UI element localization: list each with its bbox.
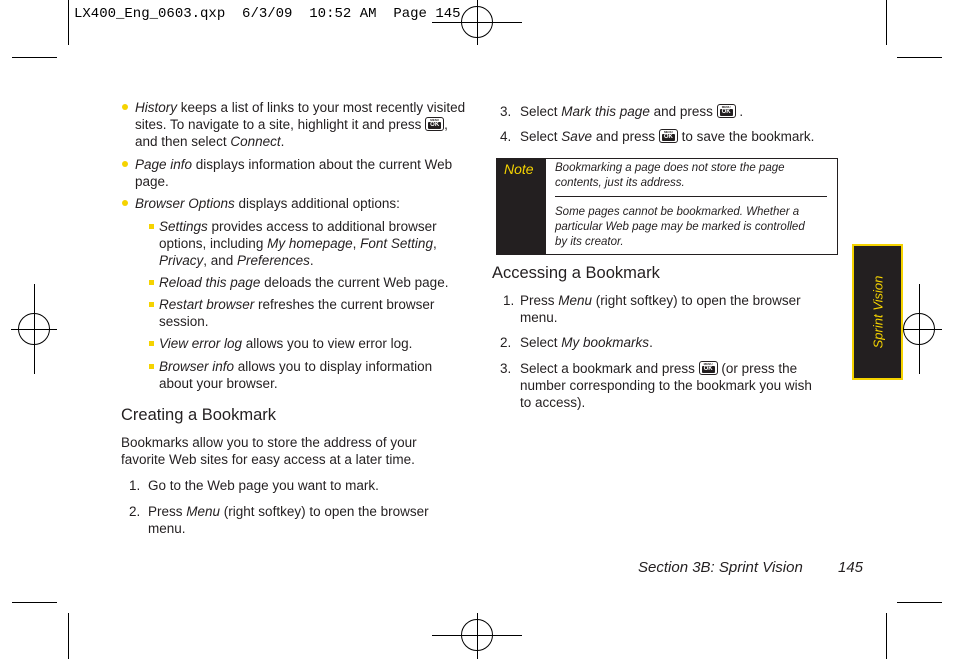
text: Some pages cannot be bookmarked. Whether a (555, 206, 800, 218)
text: Select (520, 335, 562, 350)
text: to access). (520, 395, 586, 410)
text: , (444, 117, 448, 132)
sub-item-browser-info (159, 358, 469, 392)
accessing-heading: Accessing a Bookmark (492, 264, 660, 282)
step-number: 1. (503, 293, 515, 308)
crop-mark (886, 613, 887, 659)
text: options, including (159, 236, 268, 251)
text: sites. To navigate to a site, highlight it and press (135, 117, 426, 132)
text: allows you to view error log. (242, 336, 413, 351)
creating-heading: Creating a Bookmark (121, 406, 276, 424)
text: deloads the current Web page. (260, 275, 449, 290)
bullet-icon (122, 161, 128, 167)
registration-mark-icon (461, 6, 493, 38)
crop-mark (897, 602, 942, 603)
term: Restart browser (159, 297, 255, 312)
term: History (135, 100, 178, 115)
text: keeps a list of links to your most recently visited (177, 100, 466, 115)
slug-date: 6/3/09 (242, 6, 293, 22)
text: Select (520, 129, 562, 144)
step-number: 1. (129, 478, 141, 493)
registration-mark-icon (903, 313, 935, 345)
note-divider (555, 196, 827, 197)
text: Select (520, 104, 562, 119)
note-label: Note (504, 161, 534, 177)
text: Bookmarks allow you to store the address of your (121, 435, 417, 450)
text: Bookmarking a page does not store the page (555, 162, 785, 174)
accessing-step-2 (520, 334, 840, 351)
menu-ok-key-icon: MENU OK (659, 129, 678, 143)
section-tab-label: Sprint Vision (870, 275, 885, 349)
term: Privacy (159, 253, 204, 268)
text: displays additional options: (234, 196, 400, 211)
text: and press (649, 104, 717, 119)
sub-bullet-icon (149, 302, 154, 307)
registration-mark-icon (461, 619, 493, 651)
text: . (739, 104, 744, 119)
text: provides access to additional browser (207, 219, 437, 234)
term: Settings (159, 219, 208, 234)
creating-intro (121, 434, 461, 468)
sub-bullet-icon (149, 364, 154, 369)
text: displays information about the current Web (192, 157, 453, 172)
text: refreshes the current browser (254, 297, 435, 312)
step-number: 2. (129, 504, 141, 519)
text: . (649, 335, 653, 350)
registration-mark-icon (18, 313, 50, 345)
text: by its creator. (555, 236, 624, 248)
term: Menu (186, 504, 221, 519)
accessing-step-1 (520, 292, 840, 326)
crop-mark (68, 0, 69, 45)
text: to save the bookmark. (677, 129, 815, 144)
crop-mark (68, 613, 69, 659)
bullet-icon (122, 200, 128, 206)
text: and then select (135, 134, 231, 149)
step-mark-this-page (520, 103, 840, 120)
menu-ok-key-icon: MENU OK (699, 361, 718, 375)
sub-bullet-icon (149, 341, 154, 346)
footer-section: Section 3B: Sprint Vision (638, 559, 803, 576)
term: Font Setting (360, 236, 433, 251)
sub-item-reload (159, 274, 469, 291)
sub-item-error-log (159, 335, 469, 352)
term: View error log (159, 336, 243, 351)
crop-mark (897, 57, 942, 58)
slug-page-word: Page (393, 6, 427, 22)
term: Browser info (159, 359, 235, 374)
creating-step-2 (148, 503, 468, 537)
step-number: 4. (500, 129, 512, 144)
text: about your browser. (159, 376, 278, 391)
text: Press (148, 504, 187, 519)
text: Select a bookmark and press (520, 361, 699, 376)
term: My homepage (267, 236, 353, 251)
text: , and (203, 253, 238, 268)
text: Press (520, 293, 559, 308)
text: menu. (520, 310, 558, 325)
slug-line (74, 6, 461, 22)
term: My bookmarks (561, 335, 650, 350)
step-number: 3. (500, 361, 512, 376)
term: Save (561, 129, 593, 144)
text: session. (159, 314, 209, 329)
step-number: 3. (500, 104, 512, 119)
text: and press (592, 129, 659, 144)
sub-bullet-icon (149, 224, 154, 229)
crop-mark (12, 602, 57, 603)
term: Connect (230, 134, 281, 149)
text: . (280, 134, 285, 149)
step-number: 2. (500, 335, 512, 350)
sub-item-settings: Settings provides access to additional browser options, including My homepage, Font Setting, Privacy, and Preferences. (159, 219, 437, 268)
text: favorite Web sites for easy access at a later time. (121, 452, 415, 467)
menu-ok-key-icon: MENU OK (425, 117, 444, 131)
note-paragraph-2 (555, 205, 827, 250)
sub-item-restart (159, 296, 469, 330)
accessing-step-3 (520, 360, 840, 411)
list-item-history (135, 99, 475, 150)
text: menu. (148, 521, 186, 536)
slug-page-num: 145 (435, 6, 461, 22)
bullet-icon (122, 104, 128, 110)
sub-bullet-icon (149, 280, 154, 285)
note-box (496, 158, 838, 255)
term: Page info (135, 157, 193, 172)
crop-mark (886, 0, 887, 45)
text: contents, just its address. (555, 177, 685, 189)
note-paragraph-1 (555, 161, 827, 191)
text: particular Web page may be marked is controlled (555, 221, 805, 233)
text: (or press the (717, 361, 798, 376)
step-save (520, 128, 840, 145)
term: Browser Options (135, 196, 235, 211)
text: (right softkey) to open the browser (220, 504, 429, 519)
slug-time: 10:52 AM (309, 6, 377, 22)
text: page. (135, 174, 169, 189)
text: (right softkey) to open the browser (592, 293, 801, 308)
text: number corresponding to the bookmark you wish (520, 378, 812, 393)
term: Mark this page (561, 104, 650, 119)
list-item-browser-options (135, 195, 475, 212)
text: . (309, 253, 314, 268)
footer-page-number: 145 (838, 559, 864, 576)
section-tab (852, 244, 903, 380)
term: Preferences (237, 253, 310, 268)
term: Menu (558, 293, 593, 308)
menu-ok-key-icon: MENU OK (717, 104, 736, 118)
text: allows you to display information (234, 359, 433, 374)
list-item-page-info (135, 156, 475, 190)
creating-step-1: Go to the Web page you want to mark. (148, 478, 379, 493)
term: Reload this page (159, 275, 261, 290)
slug-file: LX400_Eng_0603.qxp (74, 6, 226, 22)
crop-mark (12, 57, 57, 58)
